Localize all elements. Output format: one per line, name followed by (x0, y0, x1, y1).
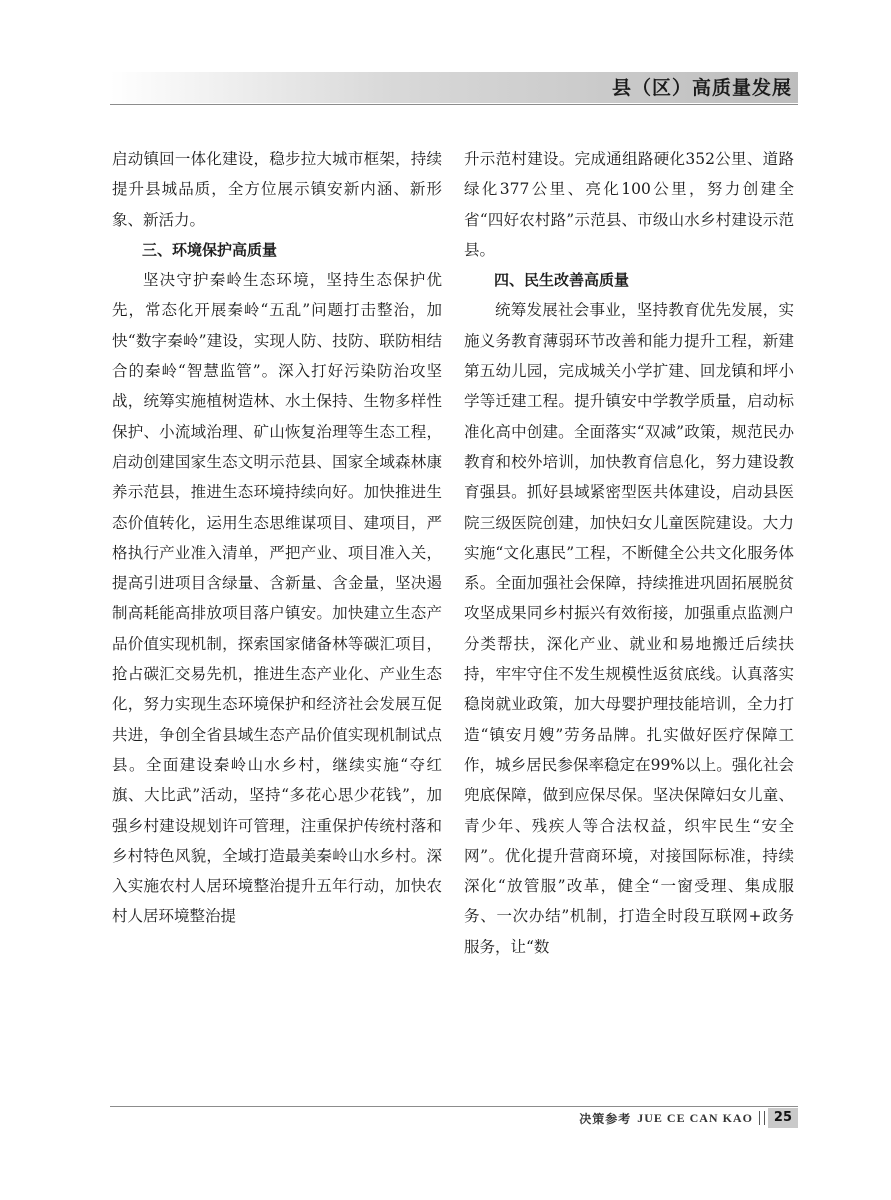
section-heading-environment: 三、环境保护高质量 (142, 240, 278, 259)
header-divider (110, 104, 798, 105)
footer (579, 1107, 798, 1129)
footer-separator (759, 1111, 765, 1125)
section-title: 县（区）高质量发展 (611, 77, 792, 99)
journal-name-en: JUE CE CAN KAO (637, 1110, 753, 1125)
left-paragraph-environment: 坚决守护秦岭生态环境，坚持生态保护优先，常态化开展秦岭“五乱”问题打击整治，加快“数字秦岭”建设，实现人防、技防、联防相结合的秦岭“智慧监管”。深入打好污染防治攻坚战，统筹实施植树造林、水土保持、生物多样性保护、小流域治理、矿山恢复治理等生态工程，启动创建国家生态文明示范县、国家全域森林康养示范县，推进生态环境持续向好。加快推进生态价值转化，运用生态思维谋项目、建项目，严格执行产业准入清单，严把产业、项目准入关，提高引进项目含绿量、含新量、含金量，坚决遏制高耗能高排放项目落户镇安。加快建立生态产品价值实现机制，探索国家储备林等碳汇项目，抢占碳汇交易先机，推进生态产业化、产业生态化，努力实现生态环境保护和经济社会发展互促共进，争创全省县域生态产品价值实现机制试点县。全面建设秦岭山水乡村，继续实施“夺红旗、大比武”活动，坚持“多花心思少花钱”，加强乡村建设规划许可管理，注重保护传统村落和乡村特色风貌，全域打造最美秦岭山水乡村。深入实施农村人居环境整治提升五年行动，加快农村人居环境整治提 (112, 271, 442, 926)
right-paragraph-livelihood: 统筹发展社会事业，坚持教育优先发展，实施义务教育薄弱环节改善和能力提升工程，新建第五幼儿园，完成城关小学扩建、回龙镇和坪小学等迁建工程。提升镇安中学教学质量，启动标准化高中创建。全面落实“双减”政策，规范民办教育和校外培训，加快教育信息化，努力建设教育强县。抓好县域紧密型医共体建设，启动县医院三级医院创建，加快妇女儿童医院建设。大力实施“文化惠民”工程，不断健全公共文化服务体系。全面加强社会保障，持续推进巩固拓展脱贫攻坚成果同乡村振兴有效衔接，加强重点监测户分类帮扶，深化产业、就业和易地搬迁后续扶持，牢牢守住不发生规模性返贫底线。认真落实稳岗就业政策，加大母婴护理技能培训，全力打造“镇安月嫂”劳务品牌。扎实做好医疗保障工作，城乡居民参保率稳定在99%以上。强化社会兜底保障，做到应保尽保。坚决保障妇女儿童、青少年、残疾人等合法权益，织牢民生“安全网”。优化提升营商环境，对接国际标准，持续深化“放管服”改革，健全“一窗受理、集成服务、一次办结”机制，打造全时段互联网+政务服务，让“数 (464, 301, 794, 956)
journal-name-cn: 决策参考 (579, 1111, 632, 1126)
section-heading-livelihood: 四、民生改善高质量 (494, 271, 630, 290)
page-number: 25 (768, 1108, 798, 1128)
right-column (464, 144, 794, 962)
left-paragraph-continued: 启动镇回一体化建设，稳步拉大城市框架，持续提升县城品质，全方位展示镇安新内涵、新形象、新活力。 (112, 150, 442, 229)
right-paragraph-continued: 升示范村建设。完成通组路硬化352公里、道路绿化377公里、亮化100公里，努力创建全省“四好农村路”示范县、市级山水乡村建设示范县。 (464, 150, 794, 259)
left-column (112, 144, 442, 932)
